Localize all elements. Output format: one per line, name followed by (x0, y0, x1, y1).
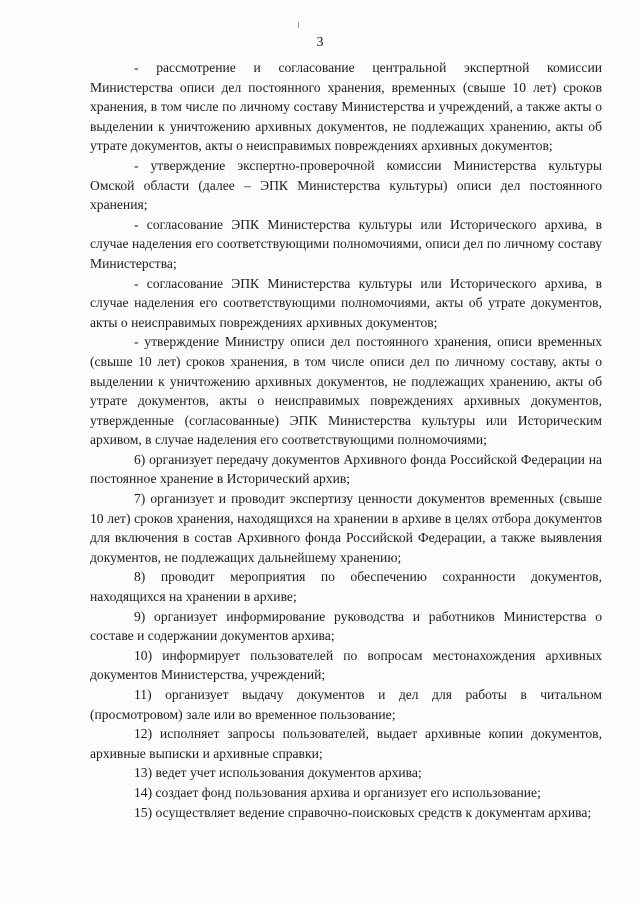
paragraph-item-15: 15) осуществляет ведение справочно-поисковых средств к документам архива; (134, 804, 592, 820)
paragraph-item-9: 9) организует информирование руководства и работников Министерства о составе и содержании документов архива; (90, 608, 602, 644)
paragraph-item-6: 6) организует передачу документов Архивного фонда Российской Федерации на постоянное хранение в Исторический архив; (90, 451, 602, 487)
paragraph-minister-approval: - утверждение Министру описи дел постоянного хранения, описи временных (свыше 10 лет) сроков хранения, в том числе описи дел по личному составу, акты о выделении к уничтожению архивных документов, не подлежащих хранению, акты об утрате документов, акты о неисправимых повреждениях архивных документов, утвержденные (согласованные) ЭПК Министерства культуры или Историческим архивом, в случае наделения его соответствующими полномочиями; (90, 334, 602, 448)
page-number: 3 (316, 35, 324, 50)
paragraph-epk-approval: - утверждение экспертно-проверочной комиссии Министерства культуры Омской области (далее – ЭПК Министерства культуры) описи дел постоянного хранения; (90, 157, 602, 213)
paragraph-item-13: 13) ведет учет использования документов архива; (134, 765, 422, 781)
document-body (90, 58, 602, 822)
paragraph-item-10: 10) информирует пользователей по вопросам местонахождения архивных документов Министерства, учреждений; (90, 647, 602, 683)
paragraph-item-11: 11) организует выдачу документов и дел для работы в читальном (просмотровом) зале или во временное пользование; (90, 687, 602, 722)
paragraph-item-12: 12) исполняет запросы пользователей, выдает архивные копии документов, архивные выписки и архивные справки; (90, 726, 602, 761)
paragraph-personnel-inventory-approval: - согласование ЭПК Министерства культуры или Исторического архива, в случае наделения его соответствующими полномочиями, описи дел по личному составу Министерства; (90, 216, 602, 271)
paragraph-item-7: 7) организует и проводит экспертизу ценности документов временных (свыше 10 лет) сроков хранения, находящихся на хранении в архиве в целях отбора документов для включения в состав Архивного фонда Российской Федерации, а также выявления документов, не подлежащих дальнейшему хранению; (90, 491, 602, 565)
scan-mark (298, 22, 299, 28)
paragraph-loss-acts-approval: - согласование ЭПК Министерства культуры или Исторического архива, в случае наделения его соответствующими полномочиями, акты об утрате документов, акты о неисправимых повреждениях архивных документов; (90, 275, 602, 330)
paragraph-item-8: 8) проводит мероприятия по обеспечению сохранности документов, находящихся на хранении в архиве; (90, 569, 602, 605)
paragraph-review-approval: - рассмотрение и согласование центральной экспертной комиссии Министерства описи дел постоянного хранения, временных (свыше 10 лет) сроков хранения, в том числе по личному составу Министерства и учреждений, а также акты о выделении к уничтожению архивных документов, не подлежащих хранению, акты об утрате документов, акты о неисправимых повреждениях архивных документов; (90, 60, 602, 154)
paragraph-item-14: 14) создает фонд пользования архива и организует его использование; (134, 784, 541, 800)
